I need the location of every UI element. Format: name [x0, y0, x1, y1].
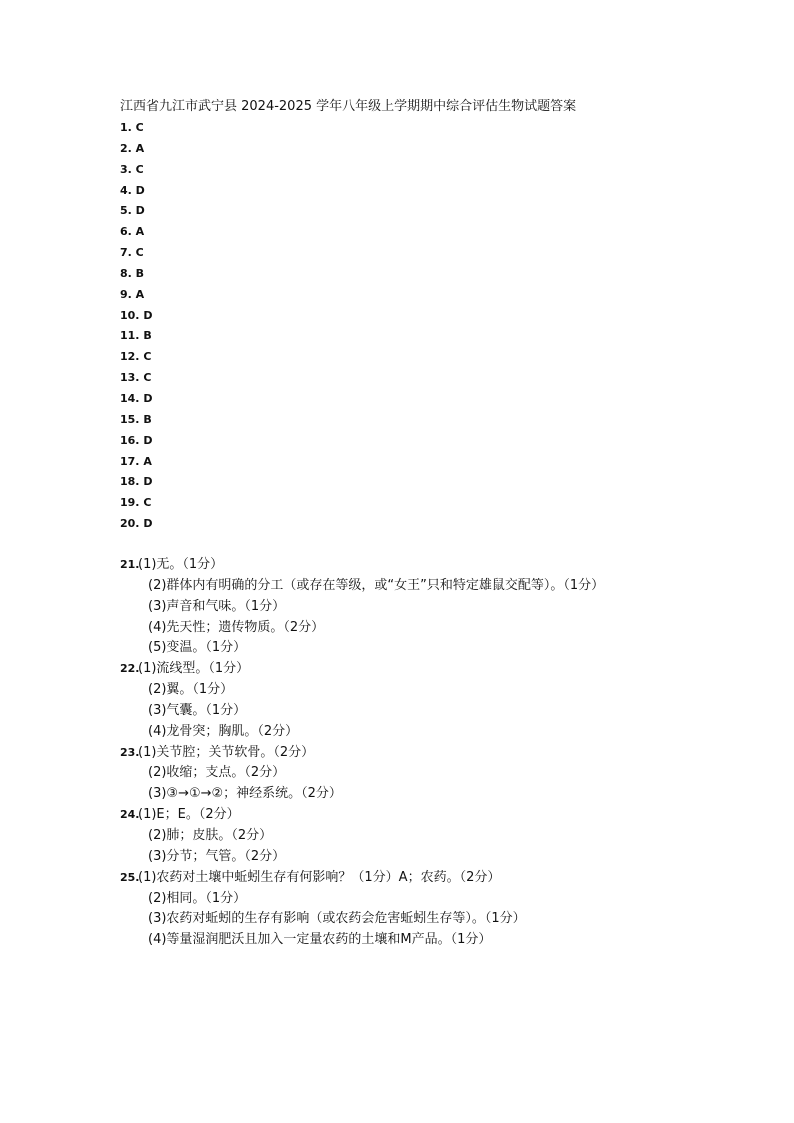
answer-text: (2)收缩；支点。（2分） — [148, 765, 286, 781]
choice-answer: 17. A — [120, 454, 152, 468]
answer-text: (1)流线型。（1分） — [138, 661, 250, 677]
choice-answer: 3. C — [120, 162, 144, 176]
choice-answer: 15. B — [120, 412, 152, 426]
answer-text: (4)等量湿润肥沃且加入一定量农药的土壤和M产品。（1分） — [148, 932, 492, 948]
choice-answer: 10. D — [120, 308, 153, 322]
answer-text: (2)群体内有明确的分工（或存在等级，或“女王”只和特定雄鼠交配等）。（1分） — [148, 577, 605, 593]
choice-answer: 19. C — [120, 496, 152, 510]
question-number: 23. — [120, 745, 140, 759]
choice-answer: 5. D — [120, 204, 145, 218]
choice-answer: 11. B — [120, 329, 152, 343]
answer-text: (3)分节；气管。（2分） — [148, 848, 286, 864]
choice-answer: 6. A — [120, 225, 145, 239]
answer-text: (2)相同。（1分） — [148, 890, 247, 906]
answer-text: (3)农药对蚯蚓的生存有影响（或农药会危害蚯蚓生存等）。（1分） — [148, 911, 526, 927]
choice-answer: 16. D — [120, 433, 153, 447]
choice-answer: 9. A — [120, 287, 145, 301]
choice-answer: 14. D — [120, 391, 153, 405]
answer-text: (3)气囊。（1分） — [148, 702, 247, 718]
answer-text: (4)龙骨突；胸肌。（2分） — [148, 723, 299, 739]
choice-answer: 4. D — [120, 183, 145, 197]
answer-text: (1)关节腔；关节软骨。（2分） — [138, 744, 315, 760]
choice-answer: 12. C — [120, 350, 152, 364]
answer-text: (2)翼。（1分） — [148, 682, 234, 698]
answer-text: (3)③→①→②；神经系统。（2分） — [148, 786, 342, 802]
choice-answer: 13. C — [120, 371, 152, 385]
question-number: 22. — [120, 662, 140, 676]
question-number: 24. — [120, 808, 140, 822]
choice-answer: 20. D — [120, 517, 153, 531]
answer-text: (1)无。（1分） — [138, 557, 224, 572]
answer-text: (5)变温。（1分） — [148, 640, 247, 656]
choice-answer: 7. C — [120, 246, 144, 260]
choice-answer: 18. D — [120, 475, 153, 489]
choice-answer: 1. C — [120, 121, 144, 134]
answer-text: (4)先天性；遗传物质。（2分） — [148, 619, 325, 635]
choice-answer: 8. B — [120, 266, 145, 280]
choice-answer-list — [120, 118, 152, 535]
question-number: 25. — [120, 870, 140, 884]
answer-text: (2)肺；皮肤。（2分） — [148, 827, 273, 843]
answer-text: (3)声音和气味。（1分） — [148, 598, 286, 614]
answer-text: (1)农药对土壤中蚯蚓生存有何影响？（1分）A；农药。（2分） — [138, 869, 501, 885]
answer-text: (1)E；E。（2分） — [138, 807, 240, 823]
question-number: 21. — [120, 558, 140, 571]
document-title: 江西省九江市武宁县 2024-2025 学年八年级上学期期中综合评估生物试题答案 — [120, 99, 577, 114]
choice-answer: 2. A — [120, 141, 145, 155]
